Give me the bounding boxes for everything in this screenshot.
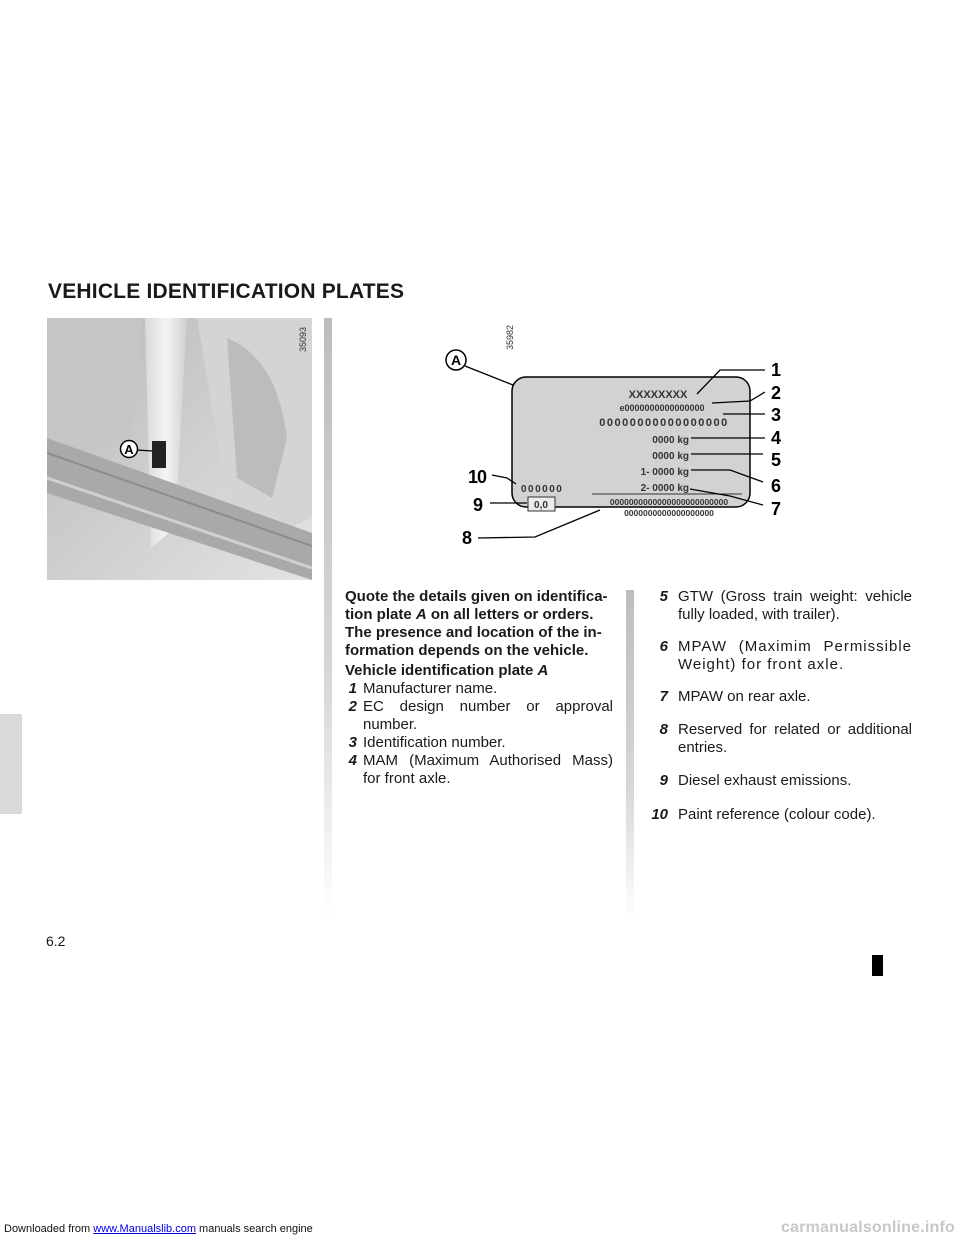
plate-line-7: 2- 0000 kg	[640, 483, 689, 494]
callout-9: 9	[472, 495, 483, 515]
item-number: 1	[348, 680, 357, 697]
plate-figure-code: 35982	[505, 324, 515, 350]
item-text: Paint reference (colour code).	[678, 806, 876, 823]
item-number: 3	[348, 734, 357, 751]
item-text: MPAW (Maximim Permissible Weight) for front axle.	[678, 638, 912, 673]
item-text: MAM (Maximum Authorised Mass) for front axle.	[363, 752, 613, 787]
callout-7: 7	[771, 499, 782, 519]
plate-line-3: 00000000000000000	[599, 417, 729, 429]
item-text: GTW (Gross train weight: vehicle fully loaded, with trailer).	[678, 588, 912, 623]
intro-line-2a: tion plate	[345, 606, 416, 623]
item-number: 7	[659, 688, 668, 705]
plate-marker-a: A	[450, 352, 462, 368]
intro-line-3: The presence and location of the in-	[345, 624, 602, 641]
plate-line-1: XXXXXXXX	[628, 389, 688, 401]
callout-6: 6	[771, 476, 782, 496]
download-footer	[4, 1223, 313, 1235]
item-number: 8	[659, 721, 668, 738]
watermark-text: carmanualsonline.info	[781, 1219, 956, 1236]
callout-3: 3	[771, 405, 782, 425]
intro-line-4: formation depends on the vehicle.	[345, 642, 589, 659]
plate-line-5: 0000 kg	[652, 451, 689, 462]
item-number: 4	[348, 752, 357, 769]
item-number: 6	[659, 638, 668, 655]
section-end-marker	[872, 955, 883, 976]
item-number: 9	[659, 772, 668, 789]
intro-line	[345, 642, 617, 660]
plate-heading-letter: A	[537, 662, 549, 679]
item-number: 5	[659, 588, 668, 605]
plate-extra-line-1: 0000000000000000000000000	[609, 497, 729, 507]
plate-heading-label: Vehicle identification plate	[345, 662, 538, 679]
callout-1: 1	[771, 360, 782, 380]
section-tab	[0, 714, 22, 814]
intro-line	[345, 624, 617, 642]
plate-line-6: 1- 0000 kg	[640, 467, 689, 478]
intro-line	[345, 588, 617, 606]
intro-line-2c: on all letters or orders.	[426, 606, 594, 623]
item-text: Identification number.	[363, 734, 506, 751]
plate-paint-code: 000000	[521, 484, 564, 495]
plate-line-4: 0000 kg	[652, 435, 689, 446]
item-text: Reserved for related or additional entries.	[678, 721, 912, 756]
callout-10: 10	[467, 467, 486, 487]
footer-suffix: manuals search engine	[195, 1223, 313, 1235]
photo-code: 35093	[298, 326, 308, 352]
column-divider	[324, 318, 332, 918]
manualslib-link[interactable]: www.Manualslib.com	[93, 1223, 196, 1235]
item-number: 10	[651, 806, 668, 823]
intro-line-1: Quote the details given on identifica-	[345, 588, 608, 605]
page-title: VEHICLE IDENTIFICATION PLATES	[48, 280, 405, 303]
plate-extra-line-2: 0000000000000000000	[624, 508, 714, 518]
callout-5: 5	[771, 450, 782, 470]
item-text: EC design number or approval number.	[363, 698, 613, 733]
identification-plate-diagram	[420, 330, 800, 555]
callout-8: 8	[461, 528, 472, 548]
intro-line	[345, 606, 617, 624]
plate-heading	[345, 662, 617, 680]
item-text: Diesel exhaust emissions.	[678, 772, 852, 789]
item-text: MPAW on rear axle.	[678, 688, 811, 705]
item-text: Manufacturer name.	[363, 680, 498, 697]
plate-emission-box: 0,0	[534, 500, 548, 511]
callout-4: 4	[771, 428, 782, 448]
footer-prefix: Downloaded from	[4, 1223, 94, 1235]
plate-line-2: e0000000000000000	[619, 403, 705, 413]
item-number: 2	[348, 698, 357, 715]
photo-marker-a: A	[124, 442, 134, 457]
intro-paragraph	[345, 588, 617, 660]
intro-plate-letter: A	[415, 606, 427, 623]
door-pillar-photo	[47, 318, 312, 580]
column-divider-right	[626, 590, 634, 920]
callout-2: 2	[771, 383, 782, 403]
page-number: 6.2	[46, 933, 66, 949]
